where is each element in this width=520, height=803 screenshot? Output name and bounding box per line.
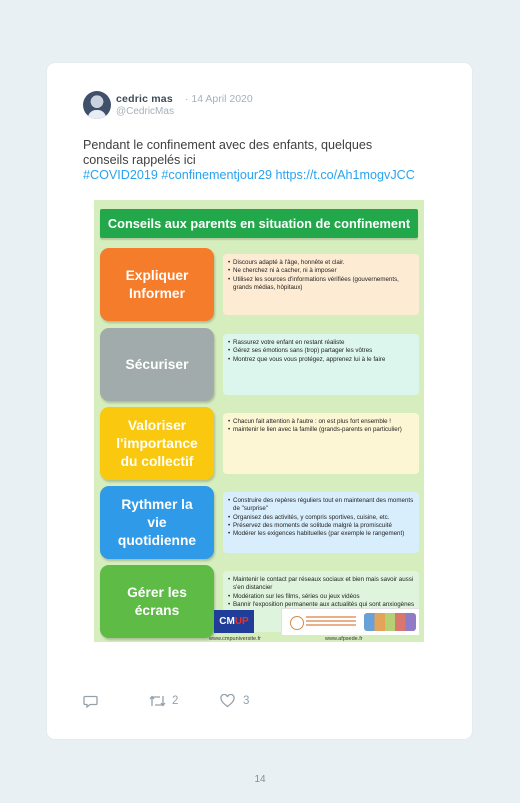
avatar[interactable]	[83, 91, 111, 119]
infographic-title: Conseils aux parents en situation de confinement	[100, 209, 418, 238]
tweet-text-line: Pendant le confinement avec des enfants, quelques	[83, 138, 373, 152]
advice-row	[100, 486, 418, 559]
tweet-date[interactable]: · 14 April 2020	[185, 93, 253, 105]
advice-bullet: • Maintenir le contact par réseaux sociaux et bien mais savoir aussi s'en distancier	[228, 576, 415, 593]
retweet-icon	[149, 694, 166, 708]
advice-bullet: • maintenir le lien avec la famille (grands-parents en particulier)	[228, 426, 415, 434]
advice-badge-label: l'importance	[116, 435, 198, 451]
advice-bullet: • Modérer les exigences habituelles (par exemple le rangement)	[228, 530, 415, 538]
tweet-text-line: conseils rappelés ici	[83, 153, 196, 167]
tweet-text	[83, 138, 453, 183]
advice-bullet: • Préservez des moments de solitude malgré la promiscuité	[228, 522, 415, 530]
heart-icon	[220, 694, 235, 708]
advice-row	[100, 407, 418, 480]
advice-badge	[100, 407, 214, 480]
advice-badge-label: Sécuriser	[125, 356, 189, 372]
retweet-button[interactable]	[149, 693, 178, 709]
afpsede-logo	[281, 608, 420, 636]
advice-bullets	[223, 254, 419, 315]
url-left: www.cmpuniversite.fr	[209, 636, 261, 642]
advice-bullet: • Discours adapté à l'âge, honnête et clair.	[228, 259, 415, 267]
advice-bullet: • Rassurez votre enfant en restant réaliste	[228, 339, 415, 347]
retweet-count: 2	[172, 695, 179, 707]
advice-bullet: • Organisez des activités, y compris sportives, cuisine, etc.	[228, 514, 415, 522]
cmup-logo: CMUP	[214, 610, 254, 633]
advice-badge-label: du collectif	[120, 453, 194, 469]
page-number: 14	[254, 774, 266, 785]
author-handle[interactable]: @CedricMas	[116, 106, 174, 117]
advice-bullet: • Ne cherchez ni à cacher, ni à imposer	[228, 267, 415, 275]
advice-bullets	[223, 413, 419, 474]
reply-button[interactable]	[83, 693, 98, 709]
advice-badge	[100, 565, 214, 638]
advice-badge-label: Informer	[129, 285, 185, 301]
advice-bullet: • Modération sur les films, séries ou jeux vidéos	[228, 593, 415, 601]
advice-bullet: • Bannir l'exposition permanente aux actualités qui sont anxiogènes	[228, 601, 415, 609]
advice-badge	[100, 486, 214, 559]
advice-badge-label: quotidienne	[117, 532, 197, 548]
advice-bullet: • Gérez ses émotions sans (trop) partager les vôtres	[228, 347, 415, 355]
infographic-image[interactable]	[94, 200, 424, 642]
advice-bullets	[223, 334, 419, 395]
advice-bullet: • Utilisez les sources d'informations vérifiées (gouvernements, grands médias, hôpitaux)	[228, 276, 415, 293]
partner-logos	[209, 608, 419, 640]
advice-bullet: • Construire des repères réguliers tout en maintenant des moments de "surprise"	[228, 497, 415, 514]
advice-badge	[100, 248, 214, 321]
advice-badge-label: Gérer les	[127, 584, 187, 600]
advice-badge-label: Expliquer	[125, 267, 189, 283]
advice-badge-label: Rythmer la	[121, 496, 193, 512]
advice-bullet: • Chacun fait attention à l'autre : on est plus fort ensemble !	[228, 418, 415, 426]
advice-badge-label: vie	[147, 514, 167, 530]
author-name[interactable]: cedric mas	[116, 93, 173, 105]
advice-row	[100, 328, 418, 401]
reply-icon	[83, 694, 98, 708]
advice-bullet: • Montrez que vous vous protégez, apprenez lui à le faire	[228, 356, 415, 364]
advice-badge-label: Valoriser	[127, 417, 187, 433]
advice-badge	[100, 328, 214, 401]
advice-bullets	[223, 492, 419, 553]
hashtags-link[interactable]: #COVID2019 #confinementjour29 https://t.co/Ah1mogvJCC	[83, 168, 415, 182]
tweet-card	[47, 63, 472, 739]
like-count: 3	[243, 695, 250, 707]
advice-row	[100, 248, 418, 321]
advice-badge-label: écrans	[134, 602, 180, 618]
url-right: www.afpsede.fr	[325, 636, 363, 642]
like-button[interactable]	[220, 693, 249, 709]
